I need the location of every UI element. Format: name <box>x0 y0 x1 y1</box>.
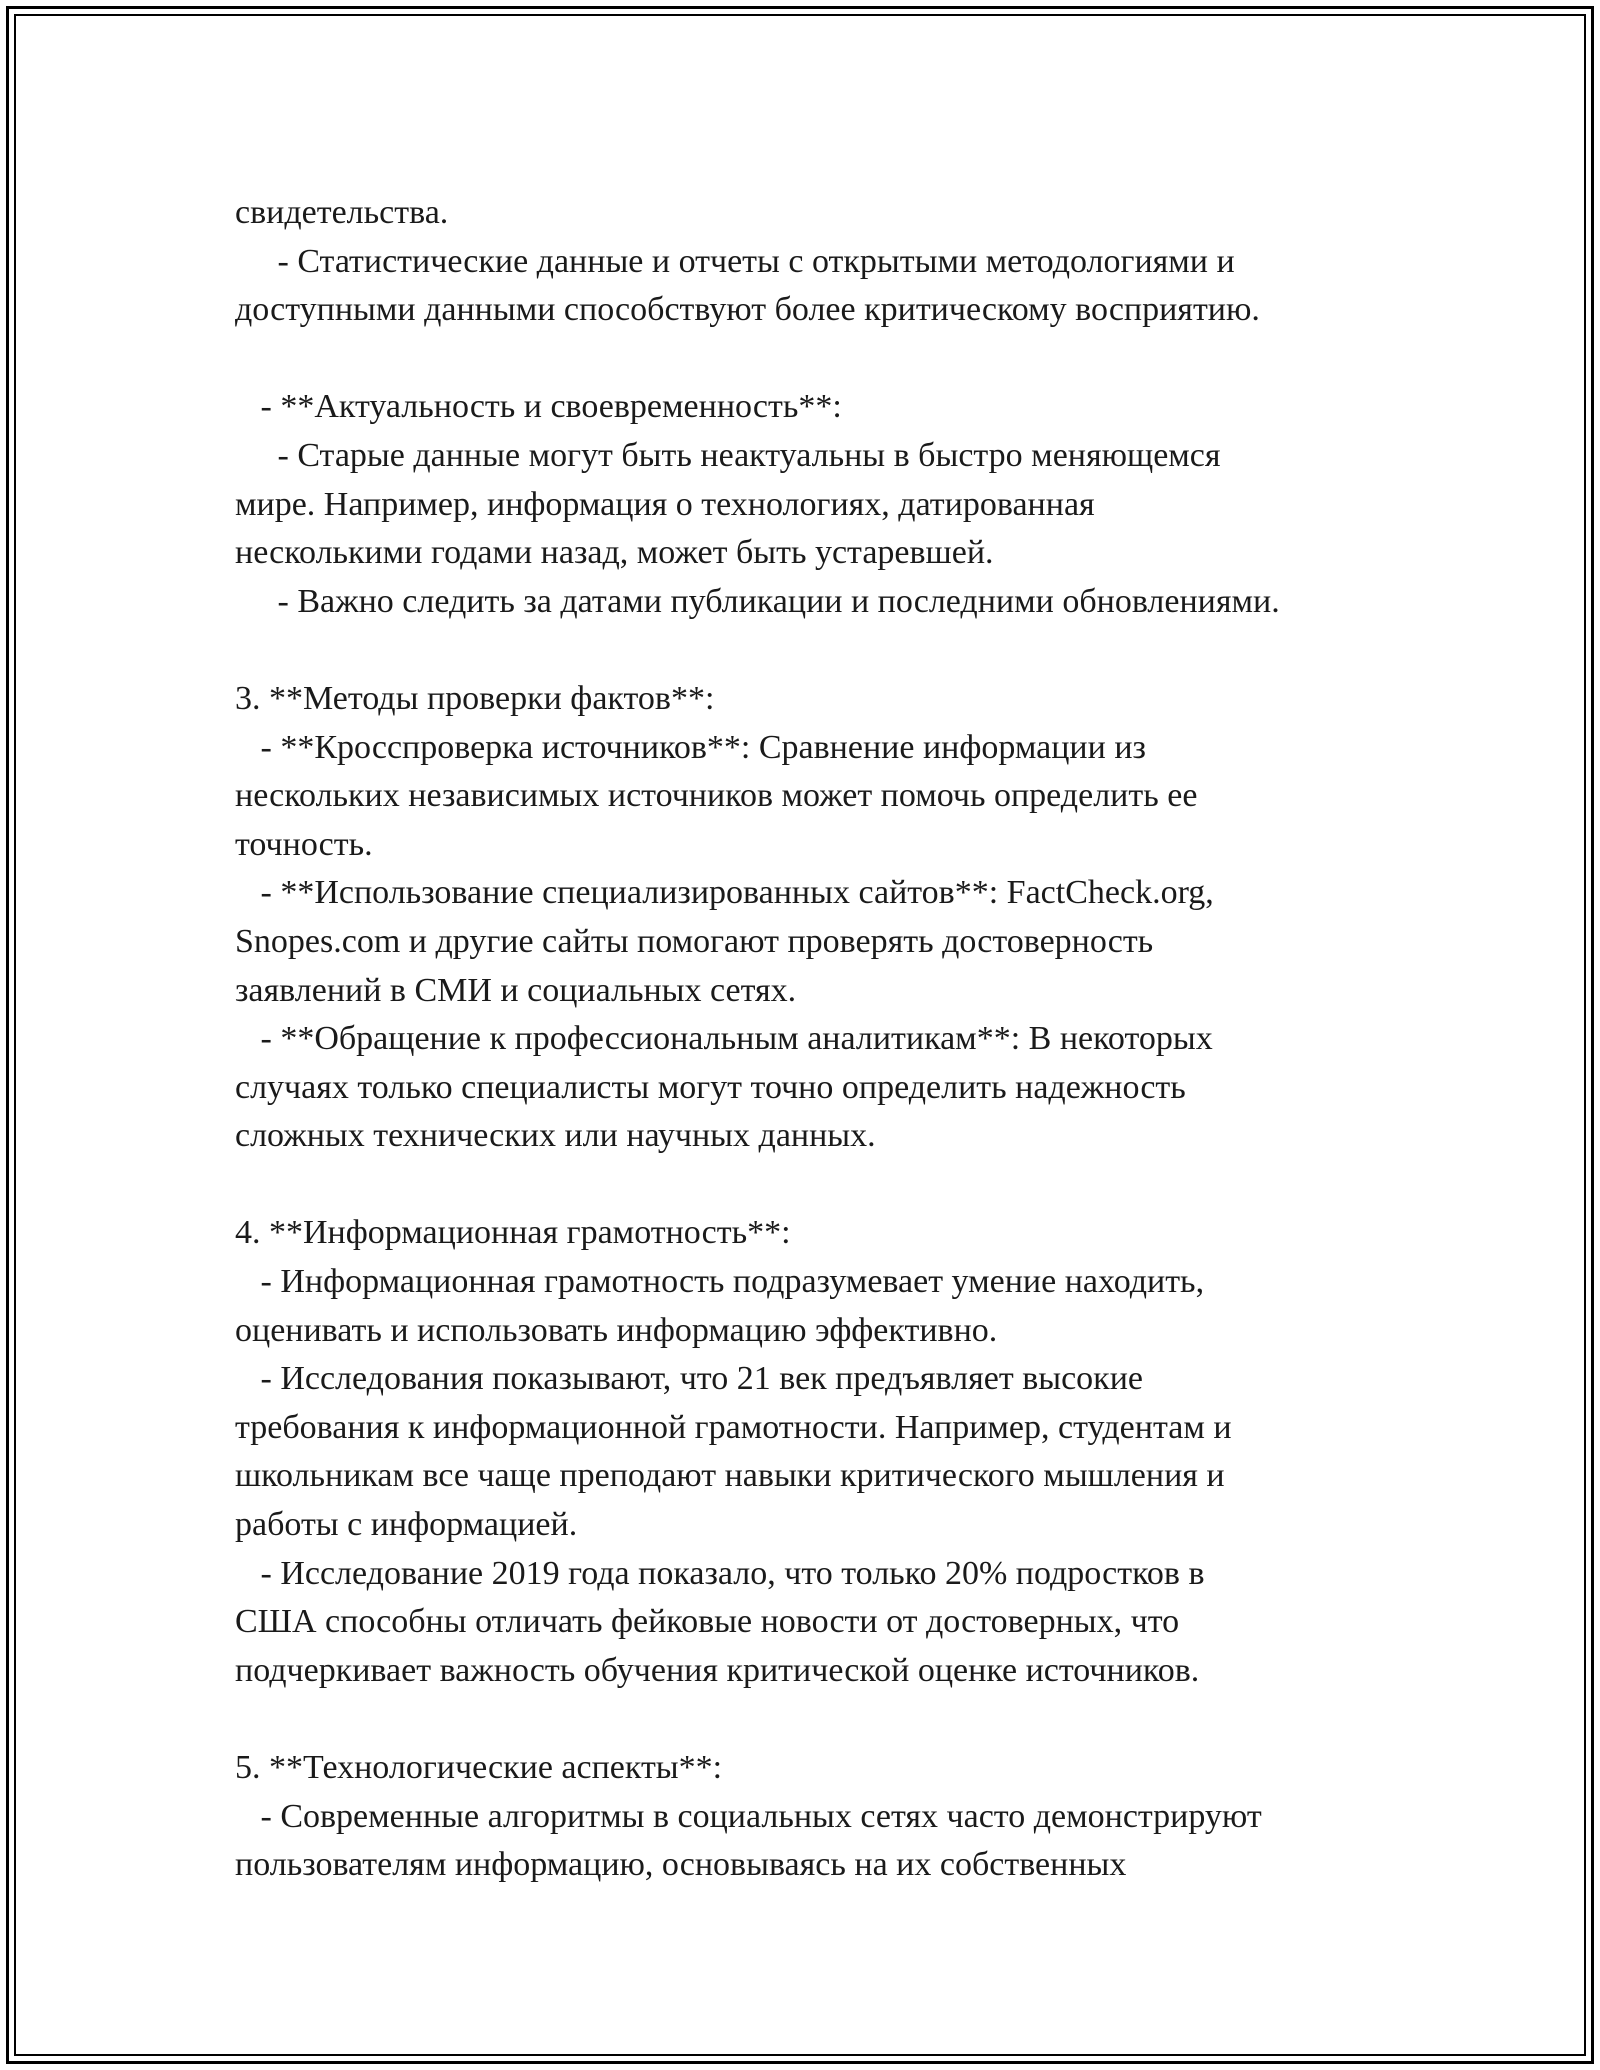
text-line: - Важно следить за датами публикации и последними обновлениями. <box>235 582 1280 620</box>
text-line: несколькими годами назад, может быть устаревшей. <box>235 534 994 572</box>
text-line: - **Обращение к профессиональным аналитикам**: В некоторых <box>235 1020 1213 1058</box>
text-line: работы с информацией. <box>235 1506 578 1544</box>
blank-line <box>235 1161 1375 1210</box>
text-line: - Статистические данные и отчеты с открытыми методологиями и <box>235 242 1235 280</box>
text-line: заявлений в СМИ и социальных сетях. <box>235 971 797 1009</box>
text-line: мире. Например, информация о технологиях, датированная <box>235 485 1095 523</box>
text-line: - **Использование специализированных сайтов**: FactCheck.org, <box>235 874 1214 912</box>
text-line: пользователям информацию, основываясь на их собственных <box>235 1846 1127 1884</box>
section-heading: 4. **Информационная грамотность**: <box>235 1214 791 1252</box>
text-line: Snopes.com и другие сайты помогают проверять достоверность <box>235 922 1154 960</box>
text-line: - Старые данные могут быть неактуальны в быстро меняющемся <box>235 436 1221 474</box>
text-line: сложных технических или научных данных. <box>235 1117 876 1155</box>
text-line: нескольких независимых источников может помочь определить ее <box>235 777 1198 815</box>
document-body <box>235 189 1375 1890</box>
text-line: - Исследование 2019 года показало, что только 20% подростков в <box>235 1554 1205 1592</box>
text-line: - Исследования показывают, что 21 век предъявляет высокие <box>235 1360 1143 1398</box>
text-line: оценивать и использовать информацию эффективно. <box>235 1311 998 1349</box>
text-line: случаях только специалисты могут точно определить надежность <box>235 1068 1186 1106</box>
blank-line <box>235 1695 1375 1744</box>
text-line: - Информационная грамотность подразумевает умение находить, <box>235 1263 1205 1301</box>
text-line: свидетельства. <box>235 194 449 231</box>
section-heading: 5. **Технологические аспекты**: <box>235 1749 723 1786</box>
text-line: подчеркивает важность обучения критической оценке источников. <box>235 1651 1200 1689</box>
text-line: США способны отличать фейковые новости от достоверных, что <box>235 1603 1180 1641</box>
blank-line <box>235 626 1375 675</box>
text-line: точность. <box>235 825 373 863</box>
text-line: - **Кросспроверка источников**: Сравнение информации из <box>235 728 1146 766</box>
section-heading: 3. **Методы проверки фактов**: <box>235 679 715 717</box>
text-line: - **Актуальность и своевременность**: <box>235 388 842 426</box>
blank-line <box>235 335 1375 384</box>
text-line: школьникам все чаще преподают навыки критического мышления и <box>235 1457 1225 1495</box>
text-line: требования к информационной грамотности. Например, студентам и <box>235 1408 1232 1446</box>
text-line: доступными данными способствуют более критическому восприятию. <box>235 291 1260 329</box>
text-line: - Современные алгоритмы в социальных сетях часто демонстрируют <box>235 1797 1262 1835</box>
